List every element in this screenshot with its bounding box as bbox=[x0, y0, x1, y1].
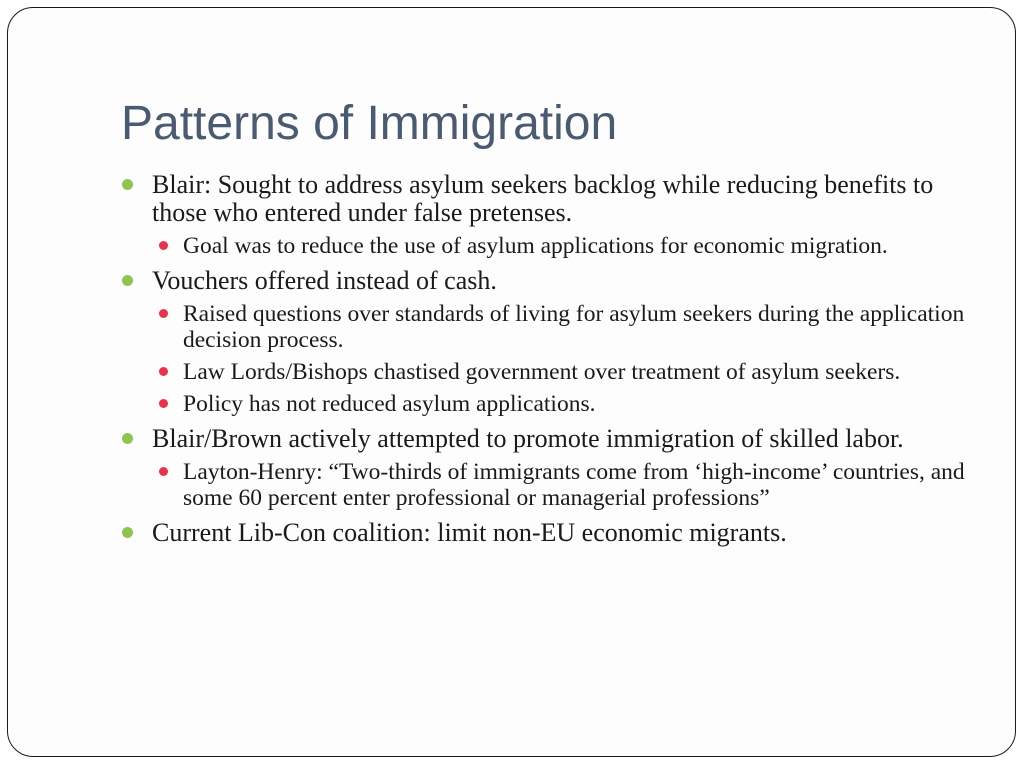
bullet-list bbox=[121, 171, 981, 547]
slide-title: Patterns of Immigration bbox=[121, 97, 618, 150]
bullet-dot-icon bbox=[122, 433, 133, 444]
sub-bullet-dot-icon bbox=[159, 399, 168, 408]
bullet-dot-icon bbox=[122, 179, 133, 190]
slide-frame bbox=[7, 7, 1016, 757]
sub-bullet-dot-icon bbox=[159, 467, 168, 476]
bullet-item bbox=[121, 267, 981, 295]
bullet-item bbox=[121, 519, 981, 547]
bullet-text: Blair/Brown actively attempted to promote immigration of skilled labor. bbox=[152, 424, 904, 453]
sub-bullet-text: Policy has not reduced asylum applications. bbox=[183, 391, 596, 417]
sub-bullet-item bbox=[156, 233, 981, 259]
sub-bullet-text: Layton-Henry: “Two-thirds of immigrants come from ‘high-income’ countries, and some 60 percent enter professional or managerial professions” bbox=[183, 459, 965, 511]
sub-bullet-dot-icon bbox=[159, 309, 168, 318]
sub-bullet-item bbox=[156, 391, 981, 417]
bullet-item bbox=[121, 425, 981, 453]
sub-bullet-text: Raised questions over standards of living for asylum seekers during the application decision process. bbox=[183, 301, 965, 353]
sub-bullet-text: Goal was to reduce the use of asylum applications for economic migration. bbox=[183, 233, 888, 259]
bullet-dot-icon bbox=[122, 275, 133, 286]
sub-bullet-item bbox=[156, 301, 981, 353]
bullet-text: Current Lib-Con coalition: limit non-EU economic migrants. bbox=[152, 518, 787, 547]
sub-bullet-item bbox=[156, 359, 981, 385]
sub-bullet-dot-icon bbox=[159, 367, 168, 376]
bullet-text: Blair: Sought to address asylum seekers backlog while reducing benefits to those who entered under false pretenses. bbox=[152, 170, 934, 227]
sub-bullet-text: Law Lords/Bishops chastised government over treatment of asylum seekers. bbox=[183, 359, 901, 385]
bullet-text: Vouchers offered instead of cash. bbox=[152, 266, 497, 295]
bullet-item bbox=[121, 171, 981, 227]
sub-bullet-dot-icon bbox=[159, 241, 168, 250]
bullet-dot-icon bbox=[122, 527, 133, 538]
sub-bullet-item bbox=[156, 459, 981, 511]
